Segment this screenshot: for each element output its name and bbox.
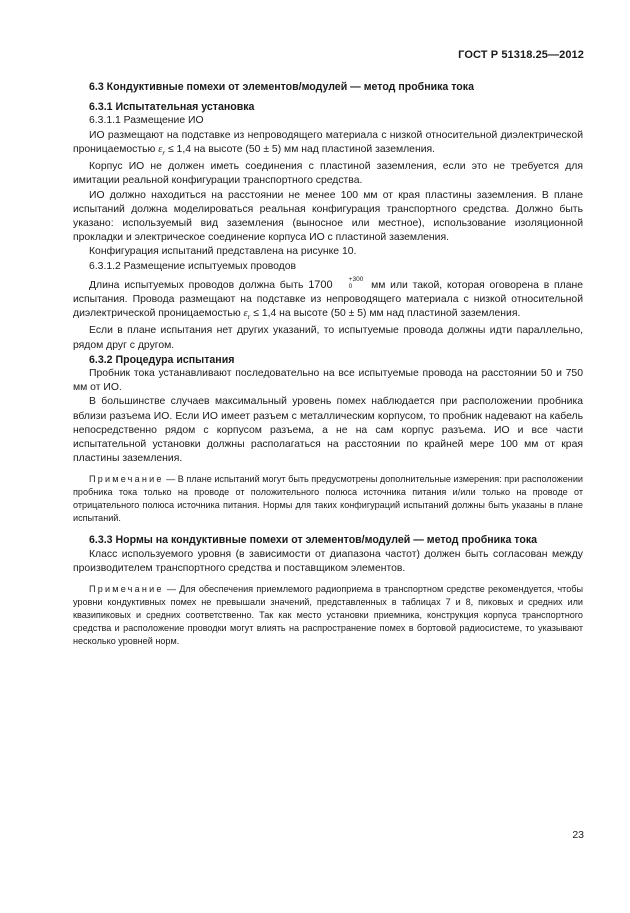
- note-additional-measurements: Примечание — В плане испытаний могут быть предусмотрены дополнительные измерения: при расположении пробника тока только на проводе от положительного полюса источника питания и/или только на проводе от отрицательного полюса источника питания. Нормы для таких конфигураций испытаний должны быть указаны в плане испытаний.: [73, 474, 583, 524]
- wire-length-value: 1700: [308, 278, 333, 291]
- section-6-3-2-heading: 6.3.2 Процедура испытания: [89, 353, 235, 366]
- paragraph-probe-connector: В большинстве случаев максимальный уровень помех наблюдается при расположении пробника вблизи разъема ИО. Если ИО имеет разъем с металлическим корпусом, то пробник надевают на кабель непосредственно рядом с корпусом разъема, а не на сам корпус разъема. ИО и все части испытательной установки должны располагаться на расстоянии по крайней мере 100 мм от края пластины заземления.: [73, 396, 583, 465]
- paragraph-eut-distance: ИО должно находиться на расстоянии не менее 100 мм от края пластины заземления. В плане испытаний должна моделироваться реальная конфигурация транспортного средства. Должно быть указано: используемый вид заземления (выносное или местное), использование изоляционной прокладки и электрическое соединение корпуса ИО с пластиной заземления.: [73, 189, 583, 244]
- permittivity-symbol: $\varepsilon_r$: [158, 143, 166, 157]
- paragraph-placement-eut: ИО размещают на подставке из непроводящего материала с низкой относительной диэлектрической проницаемостью $\varepsilon_r \le 1,4$ на высоте (50 ± 5) мм над пластиной заземления.: [73, 129, 583, 157]
- paragraph-configuration-figure: Конфигурация испытаний представлена на рисунке 10.: [89, 246, 357, 258]
- wire-length-tolerance: +300 0: [348, 275, 364, 290]
- page-number: 23: [572, 829, 584, 841]
- paragraph-wires-parallel: Если в плане испытания нет других указаний, то испытуемые провода должны идти параллельно, рядом друг с другом.: [73, 325, 583, 351]
- section-6-3-1-1-heading: 6.3.1.1 Размещение ИО: [89, 115, 204, 127]
- section-6-3-3-heading: 6.3.3 Нормы на кондуктивные помехи от элементов/модулей — метод пробника тока: [89, 534, 538, 547]
- section-6-3-1-2-heading: 6.3.1.2 Размещение испытуемых проводов: [89, 260, 297, 272]
- paragraph-level-class: Класс используемого уровня (в зависимости от диапазона частот) должен быть согласован между производителем транспортного средства и поставщиком элементов.: [73, 548, 583, 574]
- paragraph-probe-positions: Пробник тока устанавливают последовательно на все испытуемые провода на расстоянии 50 и 750 мм от ИО.: [73, 368, 583, 394]
- standard-header: ГОСТ Р 51318.25—2012: [458, 49, 584, 61]
- document-body: [73, 80, 583, 656]
- paragraph-wire-length: Длина испытуемых проводов должна быть 1700 +300 0 мм или такой, которая оговорена в плане испытания. Провода размещают на подставке из непроводящего материала с низкой относительной диэлектрической проницаемостью $\varepsilon_r \le 1,4$ на высоте (50 ± 5) мм над пластиной заземления.: [73, 275, 583, 322]
- note-radio-reception: Примечание — Для обеспечения приемлемого радиоприема в транспортном средстве рекомендуется, чтобы уровни кондуктивных помех не превышали значений, представленных в таблицах 7 и 8, пиковых и средних или квазипиковых и средних соответственно. Так как место установки приемника, конструкция корпуса транспортного средства и расположение проводки могут влиять на распространение помех в бортовой радиосистеме, то указывают несколько уровней норм.: [73, 584, 583, 647]
- permittivity-symbol: $\varepsilon_r$: [243, 308, 251, 322]
- section-6-3-1-heading: 6.3.1 Испытательная установка: [89, 101, 255, 114]
- section-6-3-heading: 6.3 Кондуктивные помехи от элементов/модулей — метод пробника тока: [89, 81, 474, 93]
- paragraph-eut-grounding: Корпус ИО не должен иметь соединения с пластиной заземления, если это не требуется для имитации реальной конфигурации транспортного средства.: [73, 161, 583, 187]
